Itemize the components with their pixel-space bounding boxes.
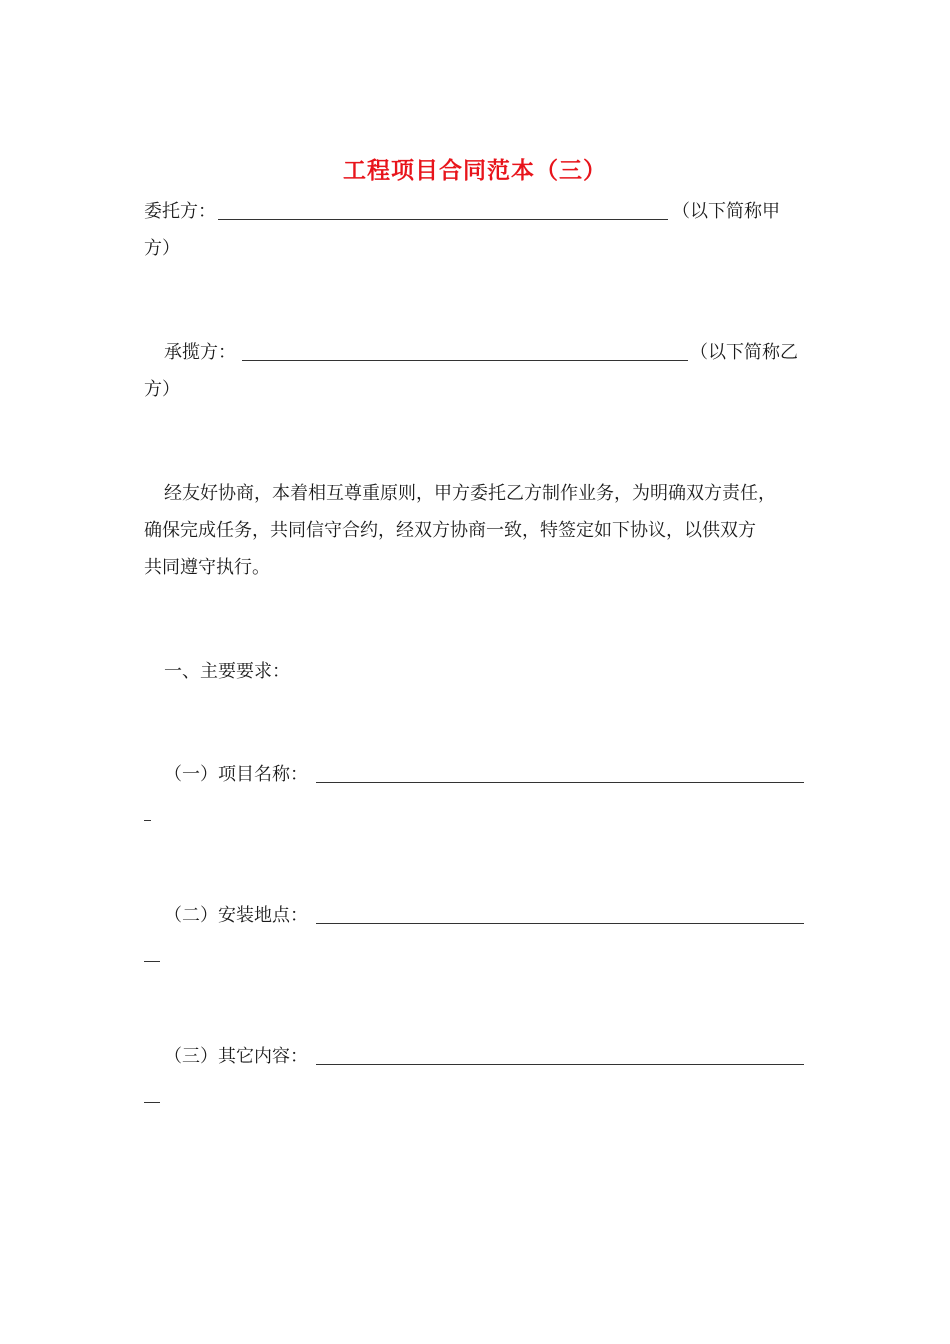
item-project-name-blank[interactable]	[316, 782, 804, 783]
item-install-location-label: （二）安装地点：	[164, 905, 308, 926]
party-b-suffix-cont: 方）	[144, 379, 180, 400]
party-b-suffix: （以下简称乙	[690, 342, 798, 363]
item-other-content-label: （三）其它内容：	[164, 1046, 308, 1067]
intro-line-2: 确保完成任务，共同信守合约，经双方协商一致，特签定如下协议，以供双方	[144, 520, 756, 541]
party-a-suffix: （以下简称甲	[672, 201, 780, 222]
item-project-name-blank-cont	[144, 820, 151, 821]
item-project-name-label: （一）项目名称：	[164, 764, 308, 785]
party-a-suffix-cont: 方）	[144, 238, 180, 259]
party-b-blank[interactable]	[242, 360, 688, 361]
item-install-location-blank[interactable]	[316, 923, 804, 924]
intro-line-1: 经友好协商，本着相互尊重原则，甲方委托乙方制作业务，为明确双方责任，	[164, 483, 776, 504]
intro-line-3: 共同遵守执行。	[144, 557, 270, 578]
item-other-content-blank-cont	[144, 1102, 160, 1103]
item-other-content-blank[interactable]	[316, 1064, 804, 1065]
section-1-heading: 一、主要要求：	[164, 661, 290, 682]
document-title: 工程项目合同范本（三）	[343, 157, 607, 184]
item-install-location-blank-cont	[144, 961, 160, 962]
party-a-label: 委托方：	[144, 201, 216, 222]
party-b-label: 承揽方：	[164, 342, 236, 363]
party-a-blank[interactable]	[218, 219, 668, 220]
